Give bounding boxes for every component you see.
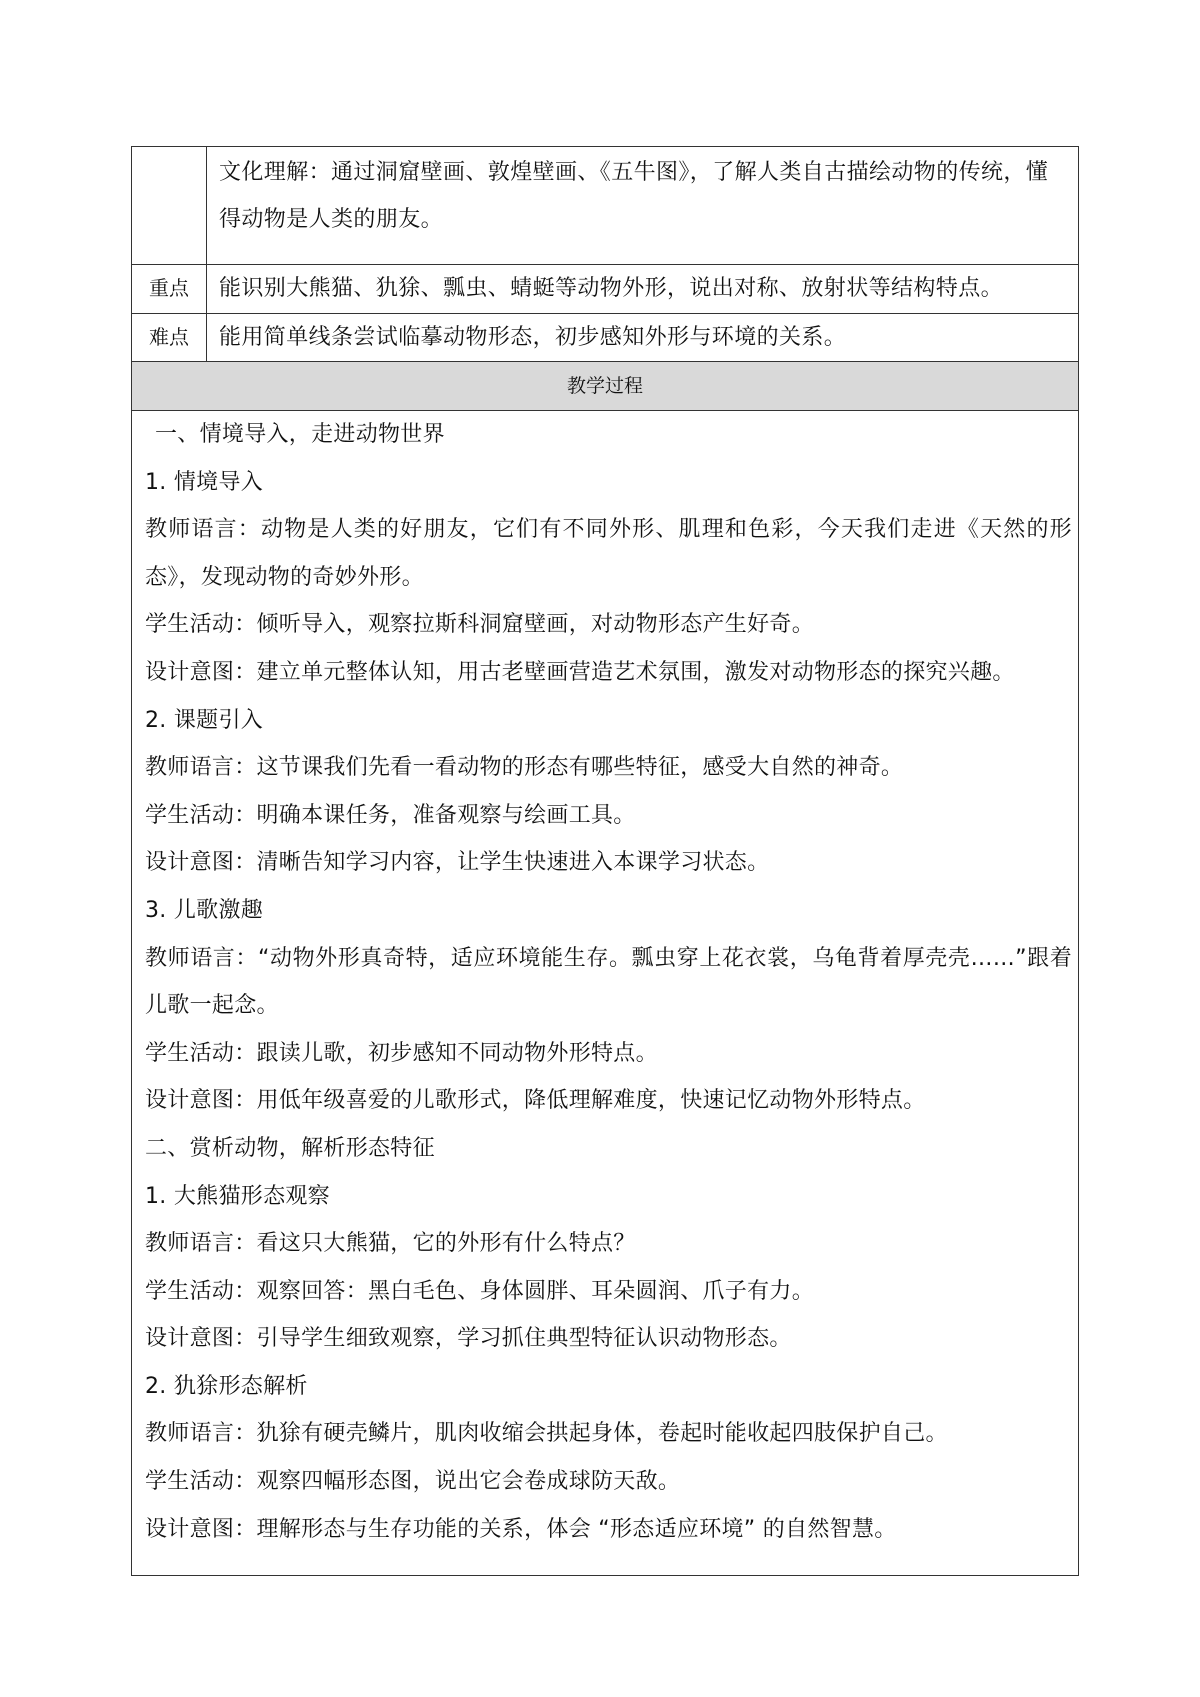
difficulty-text-cell bbox=[207, 314, 1079, 362]
difficulty-label-cell bbox=[132, 314, 207, 362]
lesson-plan-table bbox=[131, 146, 1079, 1576]
student-activity: 学生活动：观察四幅形态图，说出它会卷成球防天敌。 bbox=[145, 1469, 681, 1495]
difficulty-row bbox=[132, 314, 1079, 362]
process-content-cell bbox=[132, 411, 1079, 1576]
section-heading: 一、情境导入，走进动物世界 bbox=[155, 422, 445, 447]
design-intent: 设计意图：理解形态与生存功能的关系，体会 “形态适应环境” 的自然智慧。 bbox=[145, 1516, 897, 1542]
process-header-row bbox=[132, 362, 1079, 411]
subsection-heading: 1. 大熊猫形态观察 bbox=[145, 1183, 330, 1209]
key-point-text-cell bbox=[207, 265, 1079, 314]
teacher-language: 教师语言：看这只大熊猫，它的外形有什么特点？ bbox=[145, 1231, 636, 1257]
key-point-label-cell bbox=[132, 265, 207, 314]
culture-text: 文化理解：通过洞窟壁画、敦煌壁画、《五牛图》，了解人类自古描绘动物的传统，懂得动物是人类的朋友。 bbox=[219, 160, 1049, 232]
design-intent: 设计意图：用低年级喜爱的儿歌形式，降低理解难度，快速记忆动物外形特点。 bbox=[145, 1088, 926, 1114]
student-activity: 学生活动：观察回答：黑白毛色、身体圆胖、耳朵圆润、爪子有力。 bbox=[145, 1278, 815, 1304]
teacher-language: 教师语言：犰狳有硬壳鳞片，肌肉收缩会拱起身体，卷起时能收起四肢保护自己。 bbox=[145, 1421, 948, 1447]
section-heading: 二、赏析动物，解析形态特征 bbox=[145, 1135, 435, 1161]
culture-row bbox=[132, 147, 1079, 265]
key-point-label: 重点 bbox=[149, 276, 189, 300]
key-point-row bbox=[132, 265, 1079, 314]
key-point-text: 能识别大熊猫、犰狳、瓢虫、蜻蜓等动物外形，说出对称、放射状等结构特点。 bbox=[219, 276, 1004, 301]
teacher-language: 教师语言：这节课我们先看一看动物的形态有哪些特征，感受大自然的神奇。 bbox=[145, 755, 904, 781]
subsection-heading: 1. 情境导入 bbox=[145, 469, 264, 495]
subsection-heading: 2. 犰狳形态解析 bbox=[145, 1373, 308, 1399]
culture-label-cell bbox=[132, 147, 207, 265]
culture-text-cell bbox=[207, 147, 1079, 265]
teacher-language: 教师语言：动物是人类的好朋友，它们有不同外形、肌理和色彩，今天我们走进《天然的形态》，发现动物的奇妙外形。 bbox=[145, 517, 1072, 590]
process-header: 教学过程 bbox=[132, 362, 1079, 411]
design-intent: 设计意图：清晰告知学习内容，让学生快速进入本课学习状态。 bbox=[145, 850, 770, 876]
design-intent: 设计意图：建立单元整体认知，用古老壁画营造艺术氛围，激发对动物形态的探究兴趣。 bbox=[145, 659, 1015, 685]
student-activity: 学生活动：倾听导入，观察拉斯科洞窟壁画，对动物形态产生好奇。 bbox=[145, 612, 815, 638]
process-content bbox=[132, 411, 1078, 1575]
subsection-heading: 3. 儿歌激趣 bbox=[145, 897, 264, 923]
difficulty-label: 难点 bbox=[149, 325, 189, 349]
design-intent: 设计意图：引导学生细致观察，学习抓住典型特征认识动物形态。 bbox=[145, 1326, 792, 1352]
teacher-language: 教师语言：“动物外形真奇特，适应环境能生存。瓢虫穿上花衣裳，乌龟背着厚壳壳……”跟着儿歌一起念。 bbox=[145, 945, 1072, 1019]
difficulty-text: 能用简单线条尝试临摹动物形态，初步感知外形与环境的关系。 bbox=[219, 325, 847, 350]
student-activity: 学生活动：明确本课任务，准备观察与绘画工具。 bbox=[145, 802, 636, 828]
subsection-heading: 2. 课题引入 bbox=[145, 707, 264, 733]
process-content-row bbox=[132, 411, 1079, 1576]
student-activity: 学生活动：跟读儿歌，初步感知不同动物外形特点。 bbox=[145, 1040, 658, 1066]
